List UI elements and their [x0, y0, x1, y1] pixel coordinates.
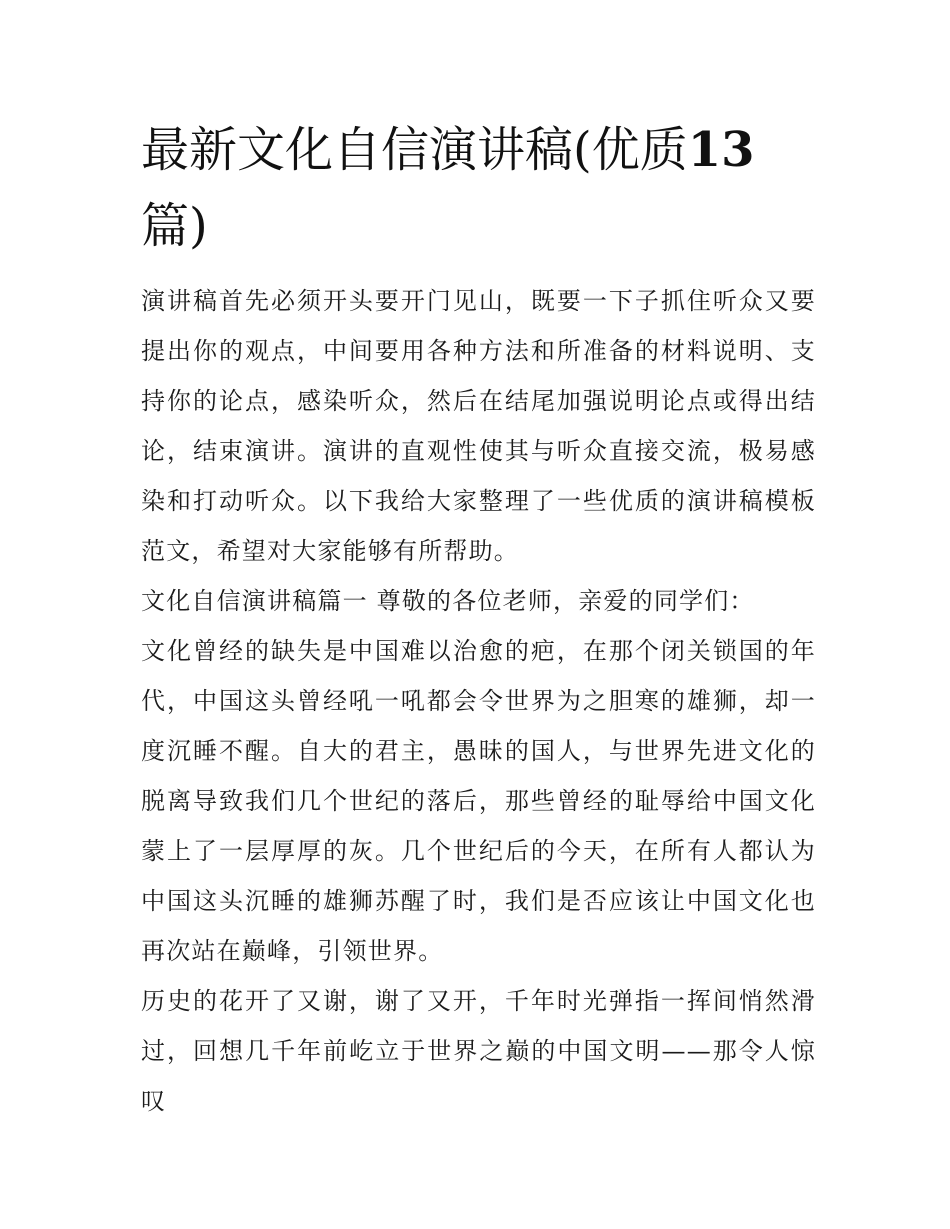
- title-number: 13: [687, 122, 755, 178]
- document-title: [141, 112, 816, 264]
- title-text: 最新文化自信演讲稿(优质: [141, 122, 688, 178]
- section-heading-paragraph: 文化自信演讲稿篇一 尊敬的各位老师，亲爱的同学们：: [141, 587, 755, 615]
- intro-paragraph: 演讲稿首先必须开头要开门见山，既要一下子抓住听众又要提出你的观点，中间要用各种方法和所准备的材料说明、支持你的论点，感染听众，然后在结尾加强说明论点或得出结论，结束演讲。演讲的直观性使其与听众直接交流，极易感染和打动听众。以下我给大家整理了一些优质的演讲稿模板范文，希望对大家能够有所帮助。: [141, 287, 816, 565]
- title-suffix: 篇): [141, 198, 208, 254]
- document-body: [141, 112, 816, 1126]
- body-paragraph: 文化曾经的缺失是中国难以治愈的疤，在那个闭关锁国的年代，中国这头曾经吼一吼都会令世界为之胆寒的雄狮，却一度沉睡不醒。自大的君主，愚昧的国人，与世界先进文化的脱离导致我们几个世纪的落后，那些曾经的耻辱给中国文化蒙上了一层厚厚的灰。几个世纪后的今天，在所有人都认为中国这头沉睡的雄狮苏醒了时，我们是否应该让中国文化也再次站在巅峰，引领世界。: [141, 637, 816, 965]
- body-paragraph: 历史的花开了又谢，谢了又开，千年时光弹指一挥间悄然滑过，回想几千年前屹立于世界之巅的中国文明——那令人惊叹: [141, 987, 816, 1115]
